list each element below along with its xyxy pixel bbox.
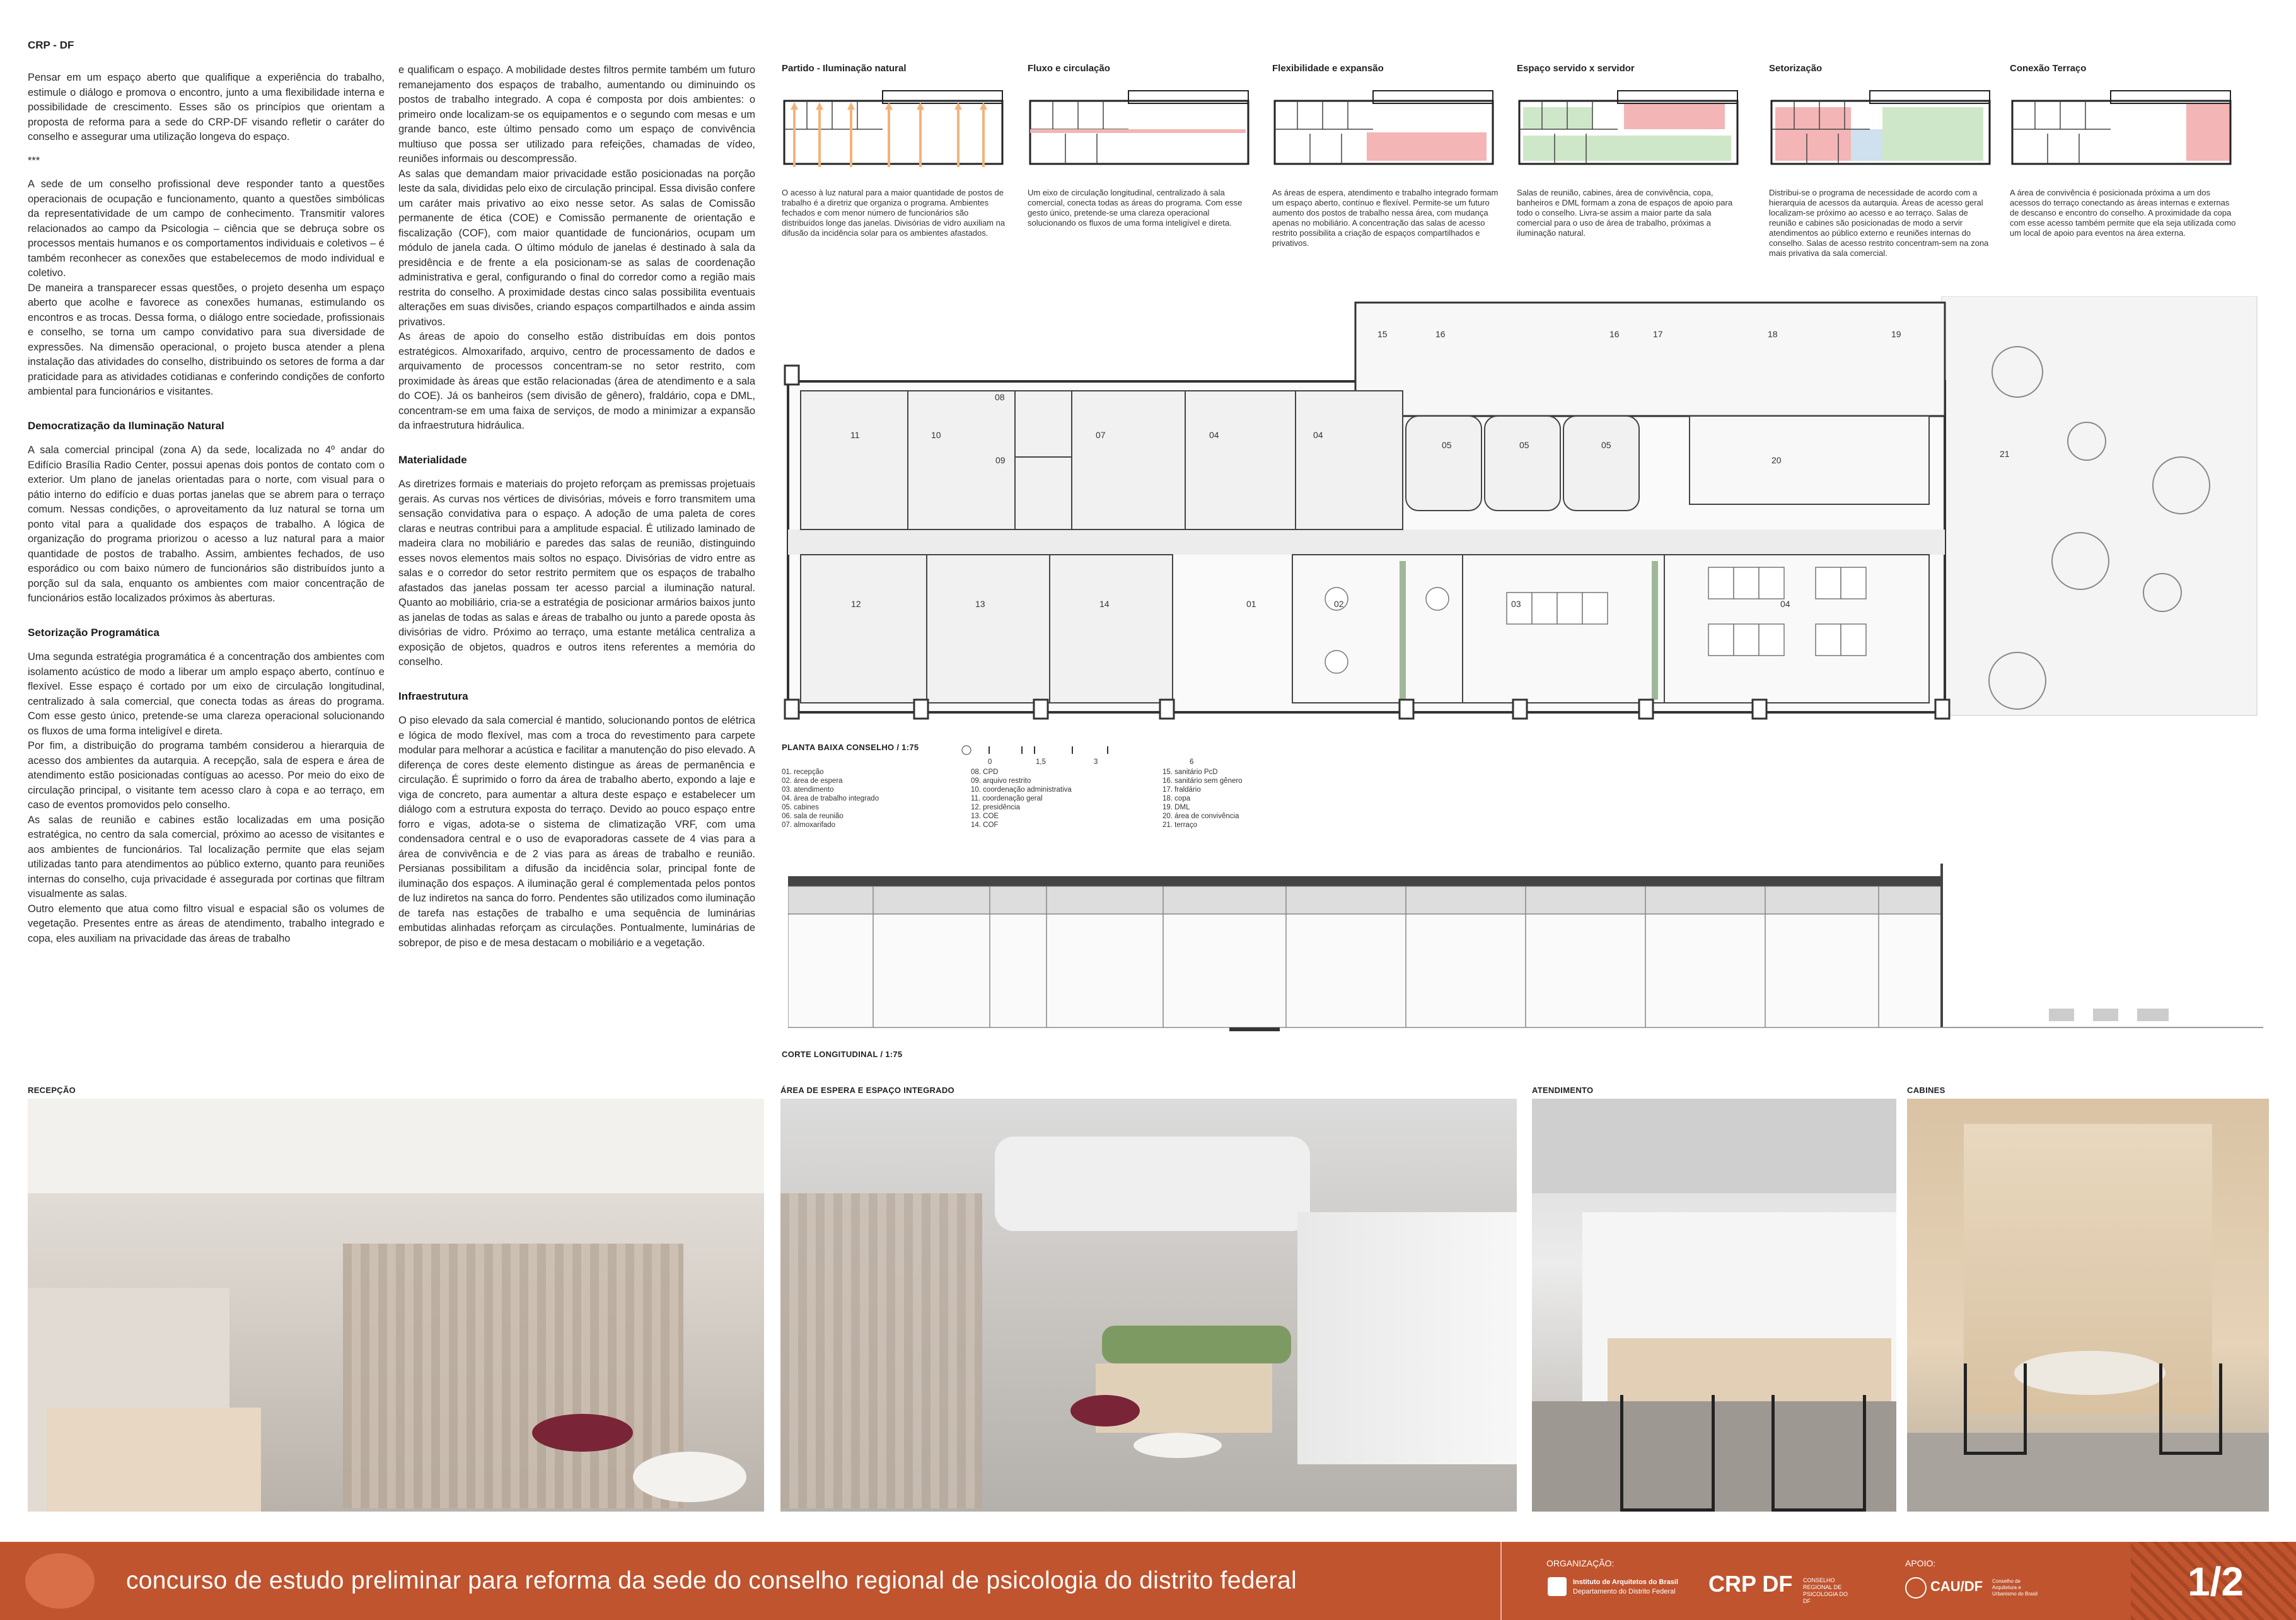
- plan-caption: [782, 743, 919, 752]
- legend-item: 19. DML: [1162, 804, 1190, 811]
- room-number: 10: [931, 430, 941, 440]
- crp-logo: CRP DF: [1708, 1571, 1793, 1597]
- room-number: 07: [1096, 430, 1106, 440]
- render-cabines: [1907, 1099, 2269, 1512]
- room-number: 08: [995, 392, 1005, 402]
- room-number: 19: [1891, 329, 1901, 339]
- paragraph: As salas de reunião e cabines estão localizadas em uma posição estratégica, no centro da sala comercial, próximo ao acesso de visitantes e aos ambientes de funcionários. Tal localização permite que elas sejam utilizadas tanto para atendimentos ao público externo, quanto para reuniões internas do conselho, cuja privacidade é assegurada por cortinas que filtram visualmente as salas.: [28, 814, 385, 900]
- legend-item: 12. presidência: [971, 804, 1020, 811]
- scale-tick: 3: [1094, 758, 1098, 766]
- room-number: 12: [851, 599, 861, 609]
- scale-tick: 6: [1190, 758, 1194, 766]
- legend-item: 05. cabines: [782, 804, 819, 811]
- paragraph: A sede de um conselho profissional deve responder tanto a questões operacionais de ocupação e funcionamento, quanto a questões simbólicas da representatividade de um campo de conhecimento. Transmitir valores relacionados ao campo da Psicologia – ciência que se debruça sobre os processos mentais humanos e os comportamentos individuais e coletivos – é também reconhecer as conexões que estabelecemos de modo individual e coletivo.: [28, 178, 385, 279]
- scale-tick: 1,5: [1036, 758, 1046, 766]
- room-number: 03: [1511, 599, 1521, 609]
- room-number: 04: [1209, 430, 1219, 440]
- room-number: 04: [1780, 599, 1790, 609]
- legend-item: 15. sanitário PcD: [1162, 768, 1218, 776]
- corridor: [788, 529, 1945, 555]
- legend-item: 13. COE: [971, 813, 999, 820]
- room-number: 14: [1099, 599, 1110, 609]
- render-espera: [780, 1099, 1517, 1512]
- paragraph: As áreas de apoio do conselho estão distribuídas em dois pontos estratégicos. Almoxarifado, arquivo, centro de processamento de dados e arquivamento de processos concentram-se no setor restrito, com proximidade às áreas que estão relacionadas (área de atendimento e a sala do COE). Já os banheiros (sem divisão de gênero), fraldário, copa e DML, concentram-se em uma faixa de serviços, de modo a minimizar a expansão da infraestrutura hidráulica.: [398, 331, 755, 431]
- diagram-title: Flexibilidade e expansão: [1272, 63, 1384, 74]
- cau-logo: CAU/DF: [1930, 1578, 1983, 1594]
- diagram-title: Setorização: [1769, 63, 1823, 74]
- legend-item: 04. área de trabalho integrado: [782, 795, 879, 802]
- iab-logo-icon: [1548, 1577, 1567, 1596]
- terrace-area: [1942, 296, 2257, 715]
- paragraph: Outro elemento que atua como filtro visual e espacial são os volumes de vegetação. Presentes entre as áreas de atendimento, trabalho integrado e copa, eles auxiliam na privacidade das áreas de trabalho: [28, 903, 385, 944]
- diagram-description: O acesso à luz natural para a maior quantidade de postos de trabalho é a diretriz que organiza o programa. Ambientes fechados e com menor número de funcionários são distribuídos longe das janelas. Divisórias de vidro auxiliam na difusão da incidência solar para os ambientes afastados.: [782, 188, 1006, 238]
- legend-item: 10. coordenação administrativa: [971, 786, 1072, 794]
- diagram-title: Fluxo e circulação: [1028, 63, 1110, 74]
- room-number: 18: [1768, 329, 1778, 339]
- support-label: APOIO:: [1905, 1558, 1936, 1568]
- middle-text-column: [398, 63, 755, 951]
- photo-label-atendimento: ATENDIMENTO: [1532, 1085, 1594, 1095]
- room-number: 11: [850, 430, 860, 440]
- diagram-title: Conexão Terraço: [2010, 63, 2087, 74]
- paragraph: Por fim, a distribuição do programa também considerou a hierarquia de acesso dos ambientes da autarquia. A recepção, sala de espera e área de atendimento estão posicionadas contíguas ao acesso. Por meio do eixo de circulação principal, o visitante tem acesso claro à copa e ao terraço, em caso de eventos promovidos pelo conselho.: [28, 740, 385, 811]
- diagram-plan-terrace: [2010, 88, 2237, 170]
- legend-item: 09. arquivo restrito: [971, 777, 1031, 785]
- org-label: ORGANIZAÇÃO:: [1546, 1558, 1615, 1568]
- diagram-plan-sector: [1769, 88, 1996, 170]
- legend-item: 21. terraço: [1162, 821, 1197, 829]
- render-atendimento: [1532, 1099, 1896, 1512]
- butterfly-icon: [25, 1553, 95, 1609]
- service-strip: [1355, 303, 1945, 416]
- cau-logo-icon: [1905, 1577, 1927, 1599]
- photo-label-espera: ÁREA DE ESPERA E ESPAÇO INTEGRADO: [780, 1085, 954, 1095]
- iab-name: Instituto de Arquitetos do Brasil: [1573, 1578, 1679, 1586]
- diagram-description: Distribui-se o programa de necessidade de acordo com a hierarquia de acessos da autarquia. Áreas de acesso geral localizam-se próximo ao acesso e ao terraço. Salas de reunião e cabines são posicionadas de modo a servir atendimentos ao público externo e reuniões internas do conselho. Salas de acesso restrito concentram-sem na zona mais privativa da sala comercial.: [1769, 188, 1989, 258]
- section-heading: Infraestrutura: [398, 690, 468, 702]
- diagram-description: As áreas de espera, atendimento e trabalho integrado formam um espaço aberto, contínuo e flexível. Permite-se um futuro aumento dos postos de trabalho nessa área, com mudança apenas no mobiliário. A concentração das salas de acesso restrito possibilita a criação de espaços compartilhados e privativos.: [1272, 188, 1499, 248]
- scale-tick: 0: [988, 758, 992, 766]
- iab-sub: Departamento do Distrito Federal: [1573, 1588, 1676, 1595]
- room-number: 13: [975, 599, 985, 609]
- contest-title: concurso de estudo preliminar para reforma da sede do conselho regional de psicologia do distrito federal: [126, 1567, 1297, 1594]
- left-body: [28, 71, 385, 946]
- diagram-plan-light: [782, 88, 1009, 170]
- room-number: 05: [1601, 440, 1611, 450]
- room-number: 20: [1771, 455, 1782, 465]
- paragraph: O piso elevado da sala comercial é mantido, solucionando pontos de elétrica e lógica de modo flexível, mas com a troca do revestimento para carpete modular para melhorar a acústica e facilitar a manutenção do piso elevado. A diferença de cores deste elemento distingue as áreas de permanência e circulação. É suprimido o forro da área de trabalho aberto, expondo a laje e viga de concreto, para aumentar a altura deste espaço e estabelecer um diálogo com a estrutura exposta do terraço. Devido ao pouco espaço entre forro e vigas, adota-se o sistema de climatização VRF, com uma condensadora central e o uso de evaporadoras cassete de 4 vias para a área de convivência e de 2 vias para as áreas de trabalho e reunião. Persianas possibilitam a difusão da incidência solar, principal fonte de iluminação dos espaços. A iluminação geral é complementada pelos pontos de luz indiretos na sanca do forro. Pendentes são utilizados como iluminação de tarefa nas estações de trabalho e uma sequência de luminárias embutidas alinhadas reforçam as circulações. Pontualmente, luminárias de sobrepor, de piso e de mesa destacam o mobiliário e a vegetação.: [398, 715, 755, 949]
- paragraph: e qualificam o espaço. A mobilidade destes filtros permite também um futuro remanejamento dos espaços de trabalho, aumentando ou diminuindo os postos de trabalho integrado. A copa é composta por dois ambientes: o primeiro onde localizam-se os equipamentos e o segundo com mesas e um grande banco, este último pensado como um espaço de convivência multiuso que possa ser utilizado para refeições, chamadas de vídeo, reuniões informais ou descompressão.: [398, 64, 755, 165]
- legend-item: 02. área de espera: [782, 777, 843, 785]
- paragraph: As diretrizes formais e materiais do projeto reforçam as premissas projetuais gerais. As curvas nos vértices de divisórias, móveis e forro transmitem uma sensação convidativa para o espaço. A adoção de uma paleta de cores claras e neutras contribui para a amplitude espacial. É utilizado laminado de madeira clara no mobiliário e paredes das salas de reunião, distinguindo esses novos elementos mais soltos no espaço. Divisórias de vidro entre as salas e o corredor do setor restrito permitem que os espaços de trabalho afastados das janelas possam ter acesso parcial a iluminação natural. Quanto ao mobiliário, cria-se a estratégia de posicionar armários baixos junto as janelas de todas as salas e áreas de trabalho ou junto a parede oposta às divisórias de vidro. Próximo ao terraço, uma estante metálica centraliza a exposição de objetos, quadros e outros itens referentes a memória do conselho.: [398, 478, 755, 668]
- cau-name: Conselho de Arquitetura e Urbanismo do Brasil: [1992, 1578, 2038, 1597]
- page-title: CRP - DF: [28, 39, 74, 51]
- legend-item: 14. COF: [971, 821, 999, 829]
- paragraph: Uma segunda estratégia programática é a concentração dos ambientes com isolamento acústico de modo a liberar um amplo espaço aberto, contínuo e flexível. Esse espaço é cortado por um eixo de circulação longitudinal, centralizado à sala comercial, que conecta todas as áreas do programa. Com esse gesto único, pretende-se uma clareza operacional solucionando os fluxos de uma forma inteligível e direta.: [28, 651, 385, 737]
- scale-bar: [961, 744, 1214, 769]
- footer-bar: [0, 1542, 2296, 1620]
- page-number: 1/2: [2188, 1559, 2244, 1604]
- plan-title: PLANTA BAIXA CONSELHO / 1:75: [782, 743, 919, 752]
- legend-item: 17. fraldário: [1162, 786, 1201, 794]
- room-number: 15: [1377, 329, 1388, 339]
- photo-label-cabines: CABINES: [1907, 1085, 1945, 1095]
- crp-name: CONSELHO REGIONAL DE PSICOLOGIA DO DF: [1803, 1577, 1848, 1604]
- intro-paragraph: Pensar em um espaço aberto que qualifique a experiência do trabalho, estimule o diálogo e promova o encontro, junto a uma flexibilidade interna e possibilidade de crescimento. Esses são os princípios que orientam a proposta de reforma para a sede do CRP-DF visando refletir o caráter do conselho e assegurar uma utilização longeva do espaço.: [28, 72, 385, 142]
- diagram-plan-flex: [1272, 88, 1499, 170]
- legend-item: 06. sala de reunião: [782, 813, 844, 820]
- photo-label-recepcao: RECEPÇÃO: [28, 1085, 76, 1095]
- paragraph: A sala comercial principal (zona A) da sede, localizada no 4º andar do Edifício Brasília Radio Center, possui apenas dois pontos de contato com o exterior. Um plano de janelas orientadas para o norte, com visual para o pátio interno do edifício e duas portas janelas que se abrem para o terraço comum. Nessas condições, o aproveitamento da luz natural se torna um ponto vital para a qualidade dos espaços de trabalho. A lógica de organização do programa priorizou o acesso a luz natural para a maior quantidade de postos de trabalho. Assim, ambientes fechados, de uso esporádico ou com baixo número de funcionários são distribuídos junto a porção sul da sala, enquanto os ambientes com maior concentração de funcionários estão localizados próximos às aberturas.: [28, 444, 385, 604]
- render-recepcao: [28, 1099, 764, 1512]
- legend-item: 20. área de convivência: [1162, 813, 1239, 820]
- diagram-title: Partido - Iluminação natural: [782, 63, 907, 74]
- legend-item: 11. coordenação geral: [971, 795, 1043, 802]
- longitudinal-section: [788, 864, 2263, 1034]
- legend-item: 03. atendimento: [782, 786, 834, 794]
- left-text-column: [28, 39, 385, 946]
- section-heading: Materialidade: [398, 453, 467, 466]
- room-number: 16: [1609, 329, 1620, 339]
- room-number: 17: [1653, 329, 1663, 339]
- room-number: 21: [2000, 449, 2010, 459]
- paragraph: As salas que demandam maior privacidade estão posicionadas na porção leste da sala, divididas pelo eixo de circulação principal. Essa divisão confere um caráter mais privativo ao eixo nesse setor. As salas de Comissão permanente de ética (COE) e Comissão permanente de orientação e fiscalização (COF), com maior quantidade de funcionários, ocupam um módulo de janela cada. O último módulo de janelas é destinado à sala da presidência e de frente a ela posicionam-se as salas de coordenação administrativa e geral, configurando o final do corredor como a região mais restrita do conselho. A proximidade destas cinco salas possibilita eventuais alterações em suas divisões, criando espaços compartilhados e ainda assim privativos.: [398, 168, 755, 328]
- separator: ***: [28, 154, 40, 166]
- diagram-title: Espaço servido x servidor: [1517, 63, 1635, 74]
- room-number: 04: [1313, 430, 1323, 440]
- room-number: 16: [1435, 329, 1446, 339]
- section-title: CORTE LONGITUDINAL / 1:75: [782, 1050, 903, 1059]
- legend-item: 01. recepção: [782, 768, 824, 776]
- diagram-description: Um eixo de circulação longitudinal, centralizado à sala comercial, conecta todas as áreas do programa. Com esse gesto único, pretende-se uma clareza operacional solucionando os fluxos de uma forma inteligível e direta.: [1028, 188, 1243, 228]
- room-number: 01: [1246, 599, 1256, 609]
- paragraph: De maneira a transparecer essas questões, o projeto desenha um espaço aberto que acolhe e favorece as conexões humanas, estimulando os encontros e as trocas. Dessa forma, o diálogo entre sociedade, profissionais e conselho, se torna um campo convidativo para sua diversidade de expressões. Na dimensão operacional, o projeto busca atender a plena instalação das atividades do conselho, distribuindo os setores de forma a dar praticidade para as atividades cotidianas e conferindo condições de conforto ambiental para funcionários e visitantes.: [28, 282, 385, 397]
- legend-item: 18. copa: [1162, 795, 1191, 802]
- legend-item: 08. CPD: [971, 768, 999, 776]
- floor-plan: [782, 296, 2270, 738]
- diagram-description: A área de convivência é posicionada próxima a um dos acessos do terraço conectando as áreas internas e externas de descanso e encontro do conselho. A proximidade da copa com esse acesso também permite que ela seja utilizada como um local de apoio para eventos na área externa.: [2010, 188, 2236, 238]
- room-number: 05: [1442, 440, 1452, 450]
- diagram-description: Salas de reunião, cabines, área de convivência, copa, banheiros e DML formam a zona de espaços de apoio para todo o conselho. Livra-se assim a maior parte da sala comercial para o uso de área de trabalho, próximas a iluminação natural.: [1517, 188, 1733, 238]
- room-number: 02: [1334, 599, 1344, 609]
- section-heading: Setorização Programática: [28, 626, 159, 639]
- room-number: 05: [1519, 440, 1529, 450]
- legend-item: 16. sanitário sem gênero: [1162, 777, 1243, 785]
- section-heading: Democratização da Iluminação Natural: [28, 419, 224, 432]
- room-number: 09: [995, 455, 1006, 465]
- legend-item: 07. almoxarifado: [782, 821, 836, 829]
- diagram-plan-serve: [1517, 88, 1744, 170]
- diagram-plan-flow: [1028, 88, 1255, 170]
